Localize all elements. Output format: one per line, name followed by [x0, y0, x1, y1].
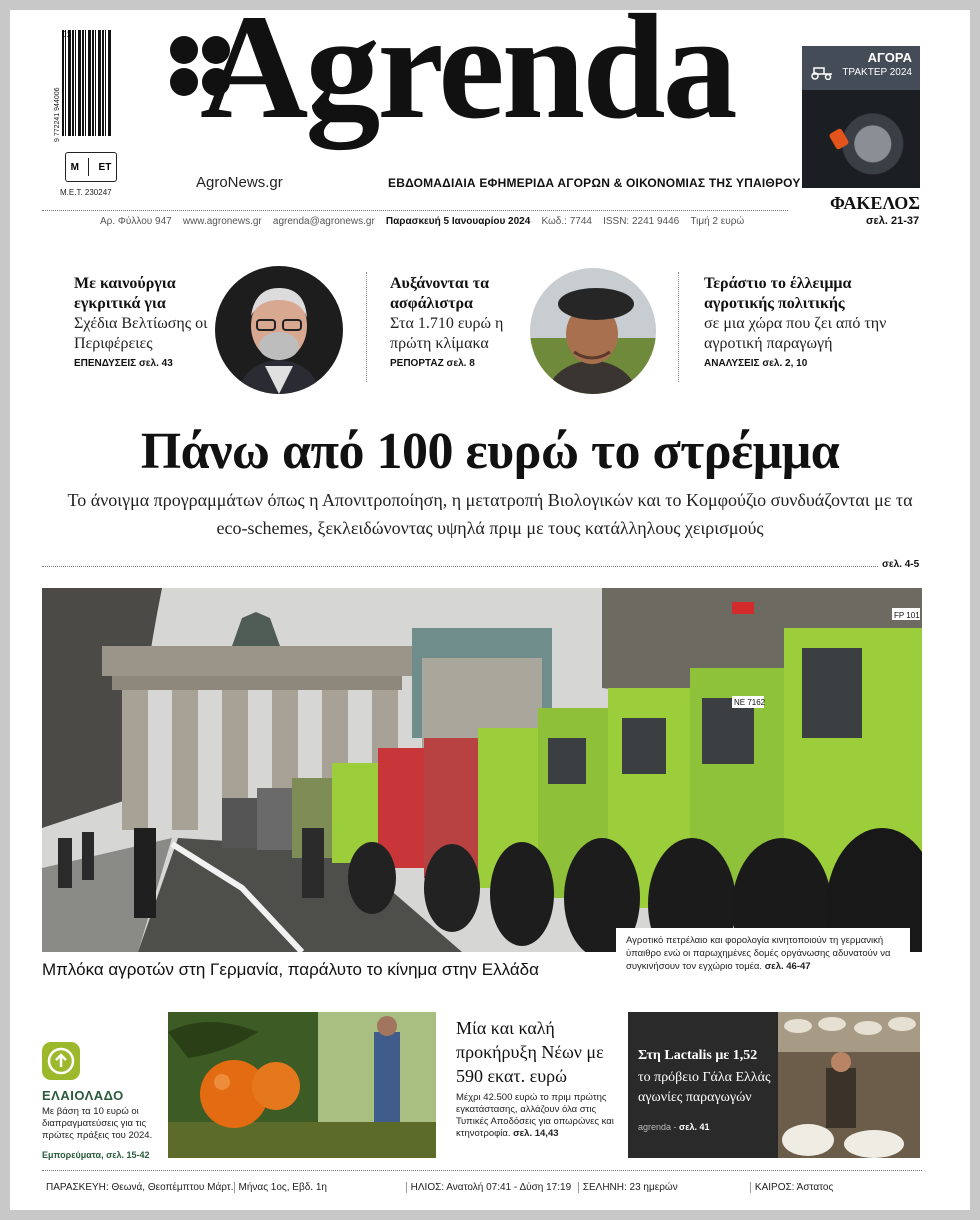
portrait-farmer — [530, 268, 656, 394]
folder-badge-sub: ΤΡΑΚΤΕΡ 2024 — [842, 67, 912, 78]
folder-feature[interactable] — [802, 46, 920, 188]
met-right: ΕΤ — [98, 161, 112, 173]
teaser-body: σε μια χώρα που ζει από την αγροτική παραγωγή — [704, 315, 887, 352]
photo-caption-box — [616, 928, 910, 982]
met-divider — [88, 158, 89, 176]
olive-ref[interactable]: Εμπορεύματα, σελ. 15-42 — [42, 1150, 150, 1160]
lactalis-body: το πρόβειο Γάλα Ελλάς αγωνίες παραγωγών — [638, 1070, 771, 1105]
teaser-body: Στα 1.710 ευρώ η πρώτη κλίμακα — [390, 315, 504, 352]
folder-badge — [802, 46, 920, 90]
issn: ISSN: 2241 9446 — [603, 216, 680, 227]
footer-nameday: ΠΑΡΑΣΚΕΥΗ: Θεωνά, Θεοπέμπτου Μάρτ. — [46, 1181, 234, 1193]
young-farmers-ref[interactable]: σελ. 14,43 — [513, 1128, 559, 1139]
olive-title: ΕΛΑΙΟΛΑΔΟ — [42, 1088, 124, 1103]
portrait-official — [215, 266, 343, 394]
met-logo — [65, 152, 117, 182]
website-link[interactable]: www.agronews.gr — [182, 216, 262, 227]
lead-divider — [42, 566, 878, 567]
met-code: Μ.Ε.Τ. 230247 — [60, 188, 112, 197]
plate-text-2: NE 7162 — [734, 698, 766, 707]
issue-date: Παρασκευή 5 Ιανουαρίου 2024 — [385, 216, 531, 227]
teaser-tag: ΕΠΕΝΔΥΣΕΙΣ σελ. 43 — [74, 358, 173, 369]
tractor-protest-illustration — [42, 588, 922, 952]
footer-weather: ΚΑΙΡΟΣ: Άστατος — [750, 1182, 922, 1193]
met-left: Μ — [70, 161, 79, 173]
arrow-up-circle-icon — [47, 1047, 75, 1075]
teaser-title: Αυξάνονται τα ασφάλιστρα — [390, 275, 490, 312]
folder-badge-title: ΑΓΟΡΑ — [867, 50, 912, 65]
footer-moon: ΣΕΛΗΝΗ: 23 ημερών — [578, 1182, 750, 1193]
footer-sun: ΗΛΙΟΣ: Ανατολή 07:41 - Δύση 17:19 — [406, 1182, 578, 1193]
issue-number: Αρ. Φύλλου 947 — [100, 216, 172, 227]
orange-harvest-illustration — [168, 1012, 436, 1158]
teaser-tag: ΑΝΑΛΥΣΕΙΣ σελ. 2, 10 — [704, 358, 808, 369]
olive-body: Με βάση τα 10 ευρώ οι διαπραγματεύσεις για τις πρώτες πράξεις του 2024. — [42, 1106, 153, 1141]
teaser-insurance[interactable] — [390, 274, 530, 369]
lead-subhead: Το άνοιγμα προγραμμάτων όπως η Απονιτροποίηση, η μετατροπή Βιολογικών και το Κομφούζιο συνδυάζονται με τα eco-schemes, ξεκλειδώνοντας υψηλά πριμ με τους κατάλληλους χειρισμούς — [67, 490, 913, 538]
teaser-title: Με καινούργια εγκριτικά για — [74, 275, 176, 312]
teaser-investments[interactable] — [74, 274, 214, 369]
newspaper-front-page — [10, 10, 970, 1210]
issue-code: Κωδ.: 7744 — [541, 216, 592, 227]
caption-box-ref[interactable]: σελ. 46-47 — [764, 961, 811, 972]
orange-harvest-photo[interactable] — [168, 1012, 436, 1158]
sheep-farmer-illustration — [778, 1012, 920, 1158]
caption-box-text: Αγροτικό πετρέλαιο και φορολογία κινητοποιούν τη γερμανική ύπαιθρο ενώ οι παρωχημένες δομές οργάνωσης αδυνατούν να συγκινήσουν τον εγχώριο τομέα. — [626, 935, 891, 972]
price: Τιμή 2 ευρώ — [690, 216, 745, 227]
tractor-cabin-photo — [802, 90, 920, 188]
gear-lever — [828, 128, 849, 151]
teaser-body: Σχέδια Βελτίωσης οι Περιφέρειες — [74, 315, 208, 352]
lead-page-ref[interactable]: σελ. 4-5 — [882, 559, 920, 570]
photo-caption[interactable]: Μπλόκα αγροτών στη Γερμανία, παράλυτο το κίνημα στην Ελλάδα — [42, 960, 539, 979]
masthead-tagline: ΕΒΔΟΜΑΔΙΑΙΑ ΕΦΗΜΕΡΙΔΑ ΑΓΟΡΩΝ & ΟΙΚΟΝΟΜΙΑΣ ΤΗΣ ΥΠΑΙΘΡΟΥ — [388, 176, 801, 190]
teaser-tag: ΡΕΠΟΡΤΑΖ σελ. 8 — [390, 358, 475, 369]
arrow-up-icon — [42, 1042, 80, 1080]
issue-info-line — [100, 216, 744, 227]
footer-strip — [42, 1176, 922, 1198]
tractor-icon — [808, 66, 834, 80]
barcode-issue: 01 — [62, 30, 71, 39]
footer-divider — [42, 1170, 922, 1171]
lactalis-ref-line — [638, 1122, 710, 1132]
young-farmers-text: Μέχρι 42.500 ευρώ το πριμ πρώτης εγκατάστασης, αλλάζουν όλα στις Τυπικές Αποδόσεις για οπωρώνες και κτηνοτροφία. — [456, 1092, 614, 1139]
tractor-protest-photo[interactable] — [42, 588, 922, 952]
young-farmers-title[interactable]: Μία και καλή προκήρυξη Νέων με 590 εκατ. ευρώ — [456, 1018, 604, 1086]
email-link[interactable]: agrenda@agronews.gr — [272, 216, 375, 227]
lactalis-ref[interactable]: σελ. 41 — [679, 1122, 710, 1132]
masthead-divider — [42, 210, 788, 211]
folder-label: ΦΑΚΕΛΟΣ — [830, 193, 920, 213]
lactalis-feature[interactable] — [628, 1012, 920, 1158]
teaser-divider — [366, 272, 367, 382]
lactalis-title: Στη Lactalis με 1,52 — [638, 1048, 758, 1063]
masthead-site[interactable]: AgroNews.gr — [196, 174, 283, 191]
teaser-title: Τεράστιο το έλλειμμα αγροτικής πολιτικής — [704, 275, 852, 312]
barcode — [62, 30, 112, 136]
teaser-policy[interactable] — [704, 274, 904, 369]
plate-text-1: FP 101 — [894, 611, 920, 620]
lactalis-source: agrenda - — [638, 1122, 677, 1132]
folder-pages[interactable]: σελ. 21-37 — [866, 215, 920, 227]
footer-week: Μήνας 1ος, Εβδ. 1η — [234, 1182, 406, 1193]
young-farmers-body — [456, 1092, 626, 1140]
barcode-number: 9 772241 944006 — [54, 87, 61, 142]
masthead-logo: Agrenda — [200, 10, 735, 150]
lead-headline[interactable]: Πάνω από 100 ευρώ το στρέμμα — [140, 423, 840, 480]
teaser-divider — [678, 272, 679, 382]
